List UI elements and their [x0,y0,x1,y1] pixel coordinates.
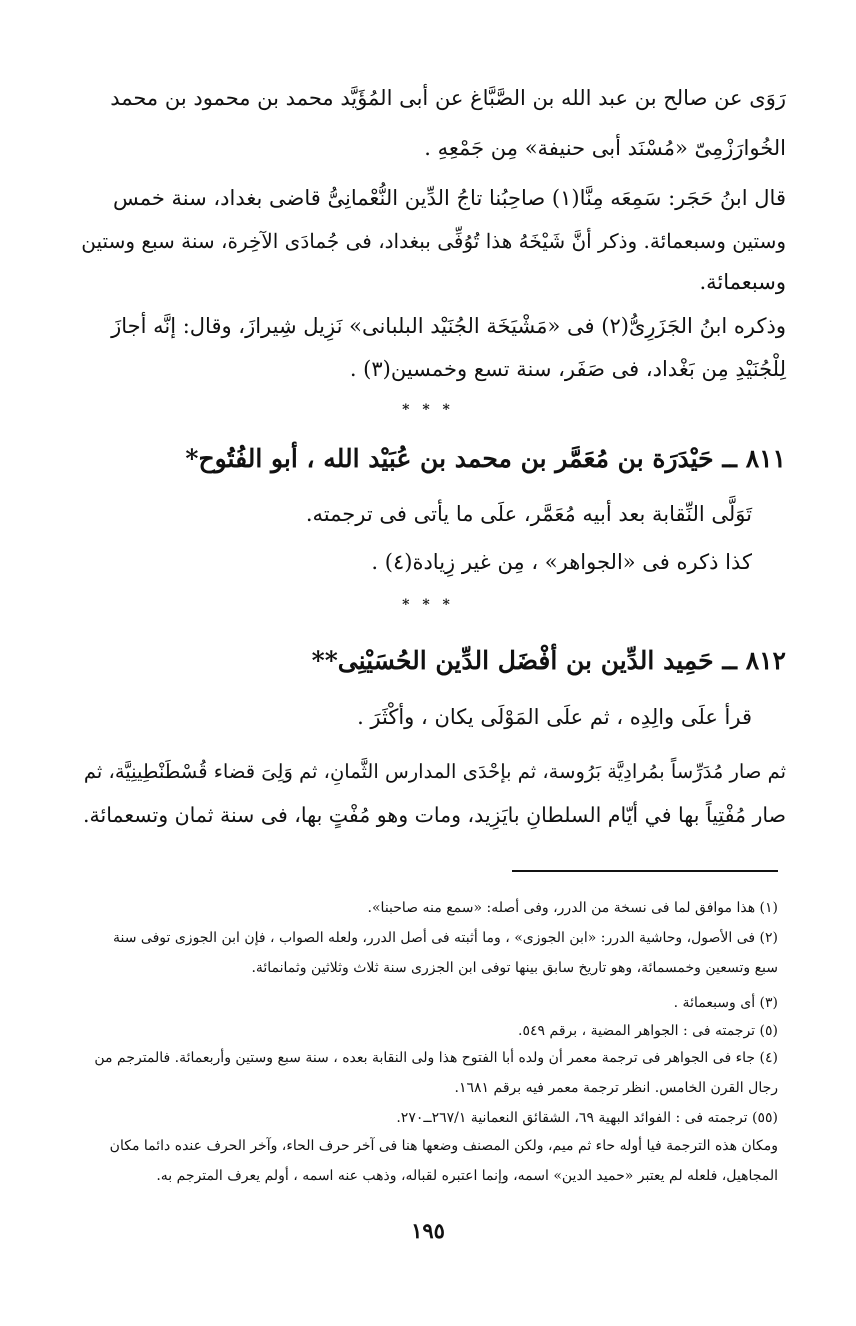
footnote-4-line-2: رجال القرن الخامس. انظر ترجمة معمر فيه برقم ١٦٨١. [454,1080,778,1096]
paragraph-1-line-1: رَوَى عن صالح بن عبد الله بن الصَّبَّاغ عن أبى المُؤَيَّد محمد بن محمود بن محمد [110,86,786,110]
footnote-5: (٥) ترجمته فى : الجواهر المضية ، برقم ٥٤٩. [518,1023,778,1039]
entry-812-line-3: صار مُفْتِياً بها في أيّام السلطانِ بايَزِيد، ومات وهو مُفْتٍ بها، فى سنة ثمان وتسعمائة. [83,803,786,827]
paragraph-3-line-2: لِلْجُنَيْدِ مِن بَغْداد، فى صَفَر، سنة تسع وخمسين(٣) . [349,357,786,381]
footnote-divider [512,870,778,872]
paragraph-1-line-2: الخُوارَزْمِىّ «مُسْنَد أبى حنيفة» مِن جَمْعِهِ . [424,136,786,160]
page-number: ١٩٥ [411,1218,445,1243]
footnote-55-line-3: المجاهيل، فلعله لم يعتبر «حميد الدين» اسمه، وإنما اعتبره لقباله، وذهب عنه اسمه ، أولم يعرف المترجم به. [156,1168,778,1184]
entry-811-line-1: تَوَلَّى النِّقابة بعد أبيه مُعَمَّر، علَى ما يأتى فى ترجمته. [305,502,752,526]
entry-812-line-2: ثم صار مُدَرِّساً بمُرادِيَّة بَرُوسة، ثم بإحْدَى المدارس الثَّمانِ، ثم وَلِىَ قضاء قُسْطَنْطِينِيَّة، ثم [83,760,786,783]
paragraph-2-line-1: قال ابنُ حَجَر: سَمِعَه مِنَّا(١) صاحِبُنا تاجُ الدِّين النُّعْمانِىُّ قاضى بغداد، سنة خمس [112,186,786,210]
entry-812-line-1: قرأ علَى والِدِه ، ثم علَى المَوْلَى يكان ، وأكْثَرَ . [357,705,752,729]
footnote-3: (٣) أى وسبعمائة . [673,995,778,1011]
footnote-55: (٥٥) ترجمته فى : الفوائد البهية ٦٩، الشقائق النعمانية ٢٦٧/١ــ٢٧٠. [396,1110,778,1126]
entry-812-heading: ٨١٢ ــ حَمِيد الدِّين بن أفْضَل الدِّين الحُسَيْنِى** [311,646,786,675]
section-separator-1: * * * [402,402,454,418]
paragraph-3-line-1: وذكره ابنُ الجَزَرِىُّ(٢) فى «مَشْيَخَة الجُنَيْد البلبانى» نَزِيل شِيرازَ، وقال: إنَّه أجازَ [111,314,786,338]
entry-811-heading: ٨١١ ــ حَيْدَرَة بن مُعَمَّر بن محمد بن عُبَيْد الله ، أبو الفُتُوح* [185,444,786,473]
paragraph-2-line-2: وستين وسبعمائة. وذكر أنَّ شَيْخَهُ هذا تُوُفِّى ببغداد، فى جُمادَى الآخِرة، سنة سبع وستين [81,229,786,253]
footnote-1: (١) هذا موافق لما فى نسخة من الدرر، وفى أصله: «سمع منه صاحبنا». [367,900,778,916]
section-separator-2: * * * [402,597,454,613]
paragraph-2-line-3: وسبعمائة. [699,270,786,294]
footnote-55-line-2: ومكان هذه الترجمة فيا أوله حاء ثم ميم، ولكن المصنف وضعها هنا فى آخر حرف الحاء، وآخر الحرف عنده دائما مكان [109,1138,778,1154]
footnote-2-line-1: (٢) فى الأصول، وحاشية الدرر: «ابن الجوزى» ، وما أثبته فى أصل الدرر، ولعله الصواب ، فإن ابن الجوزى توفى سنة [113,930,778,946]
entry-811-line-2: كذا ذكره فى «الجواهر» ، مِن غير زِيادة(٤) . [371,550,752,574]
footnote-4-line-1: (٤) جاء فى الجواهر فى ترجمة معمر أن ولده أبا الفتوح هذا ولى النقابة بعده ، سنة سبع وستين وأربعمائة. فالمترجم من [94,1050,778,1066]
footnote-2-line-2: سبع وتسعين وخمسمائة، وهو تاريخ سابق بينها توفى ابن الجزرى سنة ثلاث وثلاثين وثمانمائة. [251,960,778,976]
